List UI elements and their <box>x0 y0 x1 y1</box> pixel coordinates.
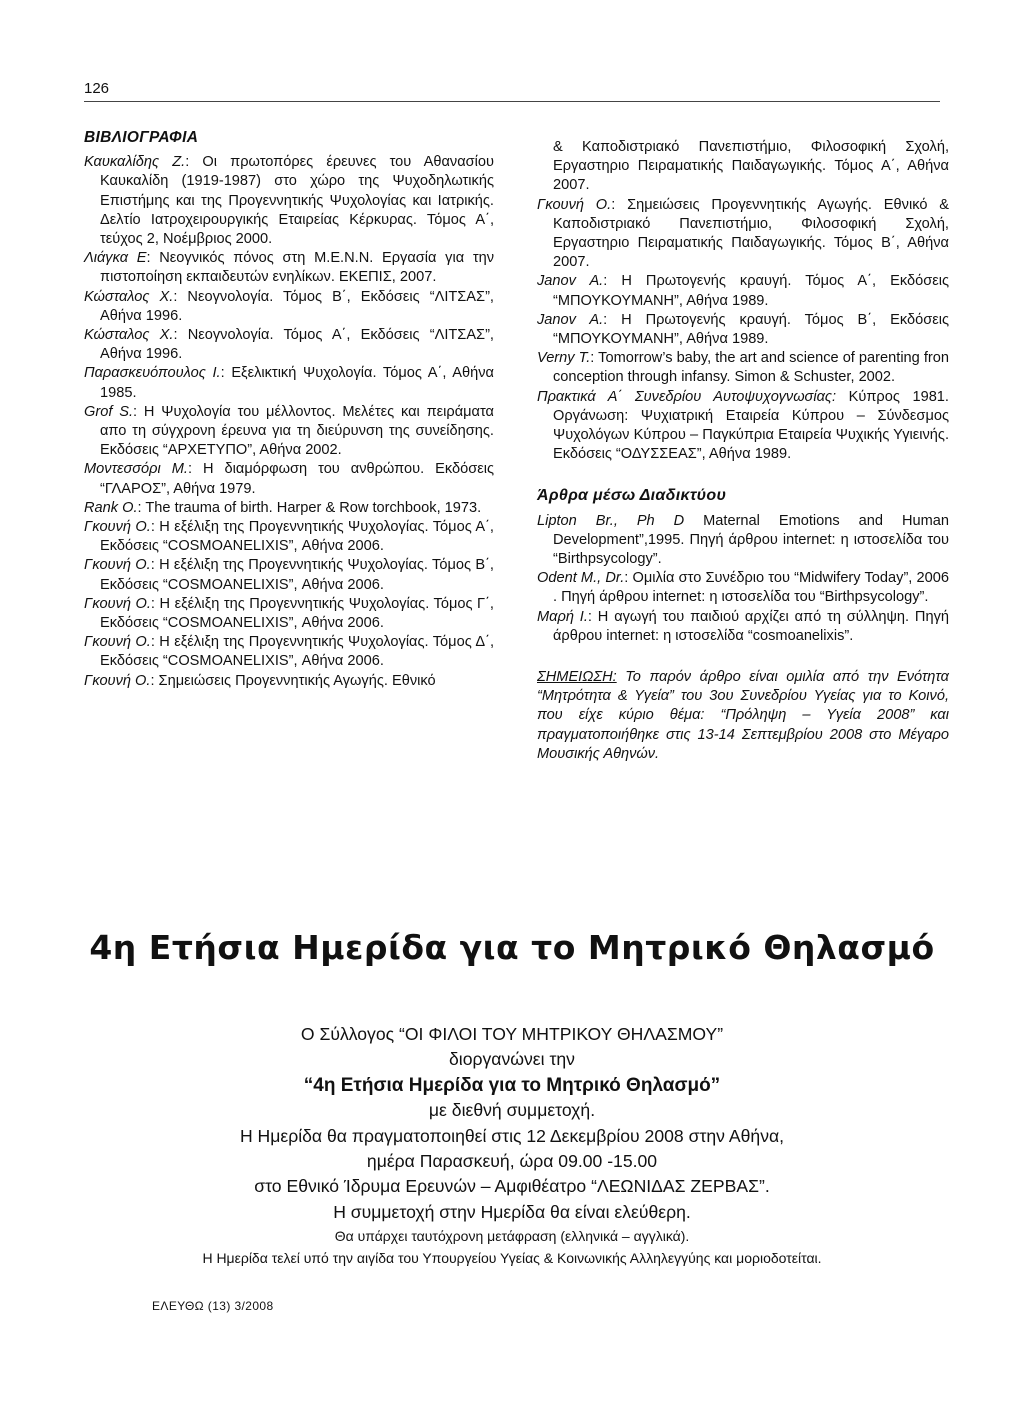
reference-entry <box>84 556 494 594</box>
reference-author: Μαρή Ι. <box>537 608 588 625</box>
announce-line-small: Η Ημερίδα τελεί υπό την αιγίδα του Υπουργείου Υγείας & Κοινωνικής Αλληλεγγύης και μοριοδοτείται. <box>202 1250 822 1267</box>
note-label: ΣΗΜΕΙΩΣΗ: <box>537 669 617 686</box>
reference-text: : Tomorrow’s baby, the art and science of parenting fron conception through infansy. Simon & Schuster, 2002. <box>553 350 950 386</box>
announce-line: στο Εθνικό Ίδρυμα Ερευνών – Αμφιθέατρο “ΛΕΩΝΙΔΑΣ ΖΕΡΒΑΣ”. <box>254 1176 770 1197</box>
reference-text: : Νεογνολογία. Τόμος Α΄, Εκδόσεις “ΛΙΤΣΑΣ”, Αθήνα 1996. <box>100 327 494 363</box>
reference-text: : The trauma of birth. Harper & Row torchbook, 1973. <box>137 499 482 516</box>
page-number: 126 <box>84 80 110 97</box>
reference-entry <box>84 288 494 326</box>
reference-author: Γκουνή Ο. <box>84 672 151 689</box>
announce-line: Η Ημερίδα θα πραγματοποιηθεί στις 12 Δεκεμβρίου 2008 στην Αθήνα, <box>239 1125 785 1146</box>
reference-continuation: & Καποδιστριακό Πανεπιστήμιο, Φιλοσοφική Σχολή, Εργαστηριο Πειραματικής Παιδαγωγικής. Τόμος Α΄, Αθήνα 2007. <box>553 139 949 194</box>
reference-text: : Η εξέλιξη της Προγεννητικής Ψυχολογίας. Τόμος Δ΄, Εκδόσεις “COSMOANELIXIS”, Αθήνα 2006. <box>100 634 494 670</box>
reference-author: Γκουνή Ο. <box>537 196 612 213</box>
reference-author: Rank O. <box>84 499 138 516</box>
reference-author: Γκουνή Ο. <box>84 557 151 574</box>
reference-text: Maternal Emotions and Human Development”,1995. Πηγή άρθρου internet: η ιστοσελίδα του “Birthpsycology”. <box>553 512 949 568</box>
reference-text: : Ομιλία στο Συνέδριο του “Midwifery Today”, 2006 . Πηγή άρθρου internet: η ιστοσελίδα του “Birthpsycology”. <box>553 570 949 606</box>
announce-line: ημέρα Παρασκευή, ώρα 09.00 -15.00 <box>366 1151 658 1172</box>
reference-entry <box>537 196 949 273</box>
bibliography-right-column <box>537 138 949 764</box>
header-rule <box>84 101 940 102</box>
reference-text: : Νεογνικός πόνος στη Μ.Ε.Ν.Ν. Εργασία για την πιστοποίηση εκπαιδευτών ενηλίκων. ΕΚΕΠΙΣ, 2007. <box>100 250 495 286</box>
reference-author: Lipton Br., Ph D <box>537 512 685 529</box>
web-articles-heading: Άρθρα μέσω Διαδικτύου <box>537 487 727 505</box>
announce-line: διοργανώνει την <box>449 1049 575 1070</box>
reference-entry <box>537 512 949 570</box>
reference-author: Odent M., Dr. <box>537 570 625 587</box>
announce-line-emphasis: “4η Ετήσια Ημερίδα για το Μητρικό Θηλασμό” <box>303 1074 721 1096</box>
reference-entry <box>84 249 494 287</box>
reference-author: Γκουνή Ο. <box>84 595 151 612</box>
note <box>537 668 949 764</box>
announce-line: με διεθνή συμμετοχή. <box>428 1100 596 1121</box>
reference-author: Γκουνή Ο. <box>84 519 151 536</box>
reference-entry <box>537 272 949 310</box>
reference-entry <box>537 388 949 465</box>
event-title: 4η Ετήσια Ημερίδα για το Μητρικό Θηλασμό <box>89 928 935 967</box>
reference-text: : Η εξέλιξη της Προγεννητικής Ψυχολογίας. Τόμος Β΄, Εκδόσεις “COSMOANELIXIS”, Αθήνα 2006. <box>100 557 494 593</box>
reference-entry <box>84 460 494 498</box>
reference-text: : Εξελικτική Ψυχολογία. Τόμος Α΄, Αθήνα 1985. <box>100 365 494 401</box>
reference-text: Κύπρος 1981. Οργάνωση: Ψυχιατρική Εταιρεία Κύπρου – Σύνδεσμος Ψυχολόγων Κύπρου – Παγκύπρια Εταιρεία Ψυχικής Υγιεινής. Εκδόσεις “ΟΔΥΣΣΕΑΣ”, Αθήνα 1989. <box>553 388 949 463</box>
reference-author: Καυκαλίδης Ζ. <box>84 154 186 171</box>
web-reference-list <box>537 512 949 646</box>
reference-entry <box>84 403 494 461</box>
reference-text: : Η εξέλιξη της Προγεννητικής Ψυχολογίας. Τόμος Α΄, Εκδόσεις “COSMOANELIXIS”, Αθήνα 2006. <box>100 519 494 555</box>
reference-text: : Η εξέλιξη της Προγεννητικής Ψυχολογίας. Τόμος Γ΄, Εκδόσεις “COSMOANELIXIS”, Αθήνα 2006. <box>100 595 494 632</box>
reference-text: : Η αγωγή του παιδιού αρχίζει από τη σύλληψη. Πηγή άρθρου internet: η ιστοσελίδα “cosmoanelixis”. <box>553 608 949 644</box>
reference-entry <box>537 349 949 387</box>
announce-line: Η συμμετοχή στην Ημερίδα θα είναι ελεύθερη. <box>333 1201 691 1222</box>
note-text: Το παρόν άρθρο είναι ομιλία από την Ενότητα “Μητρότητα & Υγεία” του 3ου Συνεδρίου Υγείας για το Κοινό, που είχε κύριο θέμα: “Πρόληψη – Υγεία 2008” και πραγματοποιήθηκε στις 13-14 Σεπτεμβρίου 2008 στο Μέγαρο Μουσικής Αθηνών. <box>537 669 949 762</box>
reference-text: : Νεογνολογία. Τόμος Β΄, Εκδόσεις “ΛΙΤΣΑΣ”, Αθήνα 1996. <box>100 288 494 324</box>
footer-issue: ΕΛΕΥΘΩ (13) 3/2008 <box>152 1299 274 1313</box>
reference-author: Λιάγκα Ε <box>84 250 147 267</box>
right-reference-list <box>537 196 949 465</box>
reference-entry <box>537 608 949 646</box>
reference-text: : Σημειώσεις Προγεννητικής Αγωγής. Εθνικό & Καποδιστριακό Πανεπιστήμιο, Φιλοσοφική Σχολή, Εργαστηριο Πειραματικής Παιδαγωγικής. Τόμος Β΄, Αθήνα 2007. <box>553 196 949 271</box>
bibliography-left-column <box>84 128 494 691</box>
reference-entry <box>84 499 494 518</box>
reference-author: Μοντεσσόρι Μ. <box>84 461 188 478</box>
reference-author: Grof S. <box>84 403 134 420</box>
reference-author: Janov A. <box>537 273 604 290</box>
reference-text: : Η Πρωτογενής κραυγή. Τόμος Α΄, Εκδόσεις “ΜΠΟΥΚΟΥΜΑΝΗ”, Αθήνα 1989. <box>553 273 949 309</box>
reference-entry <box>84 518 494 556</box>
reference-entry <box>84 672 494 691</box>
reference-author: Κώσταλος Χ. <box>84 288 174 305</box>
reference-text: : Η Πρωτογενής κραυγή. Τόμος Β΄, Εκδόσεις “ΜΠΟΥΚΟΥΜΑΝΗ”, Αθήνα 1989. <box>553 311 949 348</box>
announce-line: Ο Σύλλογος “ΟΙ ΦΙΛΟΙ ΤΟΥ ΜΗΤΡΙΚΟΥ ΘΗΛΑΣΜΟΥ” <box>300 1024 724 1044</box>
reference-text: : Η Ψυχολογία του μέλλοντος. Μελέτες και πειράματα απο τη σύγχρονη έρευνα για τη διεύρυνση της συνείδησης. Εκδόσεις “ΑΡΧΕΤΥΠΟ”, Αθήνα 2002. <box>100 403 494 459</box>
reference-text: : Οι πρωτοπόρες έρευνες του Αθανασίου Καυκαλίδη (1919-1987) στο χώρο της Ψυχοδηλωτικής Επιστήμης και της Προγεννητικής Ψυχολογίας και Ιατρικής. Δελτίο Ιατροχειρουργικής Εταιρείας Κέρκυρας. Τόμος Α΄, τεύχος 2, Νοέμβριος 2000. <box>100 154 494 248</box>
reference-author: Παρασκευόπουλος Ι. <box>84 365 221 382</box>
bibliography-heading: ΒΙΒΛΙΟΓΡΑΦΙΑ <box>84 129 199 146</box>
reference-author: Πρακτικά Α΄ Συνεδρίου Αυτοψυχογνωσίας: <box>537 388 837 405</box>
reference-entry <box>84 633 494 671</box>
reference-text: : Η διαμόρφωση του ανθρώπου. Εκδόσεις “ΓΛΑΡΟΣ”, Αθήνα 1979. <box>100 461 494 497</box>
reference-author: Verny T. <box>537 350 591 367</box>
reference-text: : Σημειώσεις Προγεννητικής Αγωγής. Εθνικό <box>150 672 436 689</box>
announce-line-small: Θα υπάρχει ταυτόχρονη μετάφραση (ελληνικά – αγγλικά). <box>334 1228 690 1245</box>
event-announcement <box>60 1022 964 1269</box>
reference-entry <box>537 569 949 607</box>
reference-author: Janov A. <box>537 311 604 328</box>
reference-entry <box>537 311 949 349</box>
reference-entry <box>84 153 494 249</box>
reference-entry <box>84 595 494 633</box>
reference-author: Γκουνή Ο. <box>84 634 151 651</box>
reference-entry <box>84 326 494 364</box>
left-reference-list <box>84 153 494 691</box>
reference-entry <box>84 364 494 402</box>
reference-author: Κώσταλος Χ. <box>84 327 174 344</box>
